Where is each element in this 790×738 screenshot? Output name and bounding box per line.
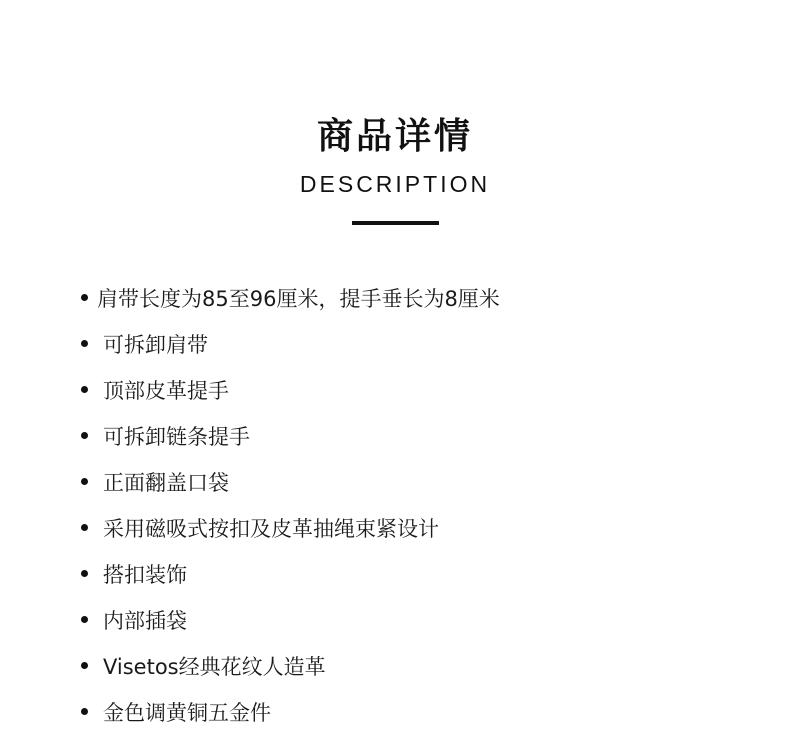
- feature-list: [0, 278, 700, 738]
- feature-item: [0, 278, 700, 324]
- bullet-icon: [81, 432, 88, 439]
- feature-item: [0, 554, 700, 600]
- feature-text: 可拆卸肩带: [103, 333, 208, 357]
- bullet-icon: [81, 708, 88, 715]
- bullet-icon: [81, 340, 88, 347]
- feature-item: [0, 462, 700, 508]
- bullet-icon: [81, 616, 88, 623]
- feature-item: [0, 692, 700, 738]
- feature-text: 内部插袋: [103, 609, 187, 633]
- bullet-icon: [81, 524, 88, 531]
- feature-text: 金色调黄铜五金件: [103, 701, 271, 725]
- bullet-icon: [81, 662, 88, 669]
- feature-text: 采用磁吸式按扣及皮革抽绳束紧设计: [103, 517, 439, 541]
- feature-text: Visetos经典花纹人造革: [103, 655, 326, 679]
- bullet-icon: [81, 294, 88, 301]
- feature-text: 可拆卸链条提手: [103, 425, 250, 449]
- bullet-icon: [81, 478, 88, 485]
- feature-item: [0, 600, 700, 646]
- feature-item: [0, 646, 700, 692]
- feature-text: 正面翻盖口袋: [103, 471, 229, 495]
- bullet-icon: [81, 386, 88, 393]
- section-subtitle: DESCRIPTION: [299, 171, 491, 197]
- feature-item: [0, 416, 700, 462]
- section-title: 商品详情: [316, 116, 473, 157]
- title-divider: [352, 221, 439, 225]
- feature-item: [0, 370, 700, 416]
- feature-item: [0, 324, 700, 370]
- bullet-icon: [81, 570, 88, 577]
- feature-text: 肩带长度为85至96厘米，提手垂长为8厘米: [97, 287, 500, 311]
- feature-item: [0, 508, 700, 554]
- feature-text: 顶部皮革提手: [103, 379, 229, 403]
- feature-text: 搭扣装饰: [103, 563, 187, 587]
